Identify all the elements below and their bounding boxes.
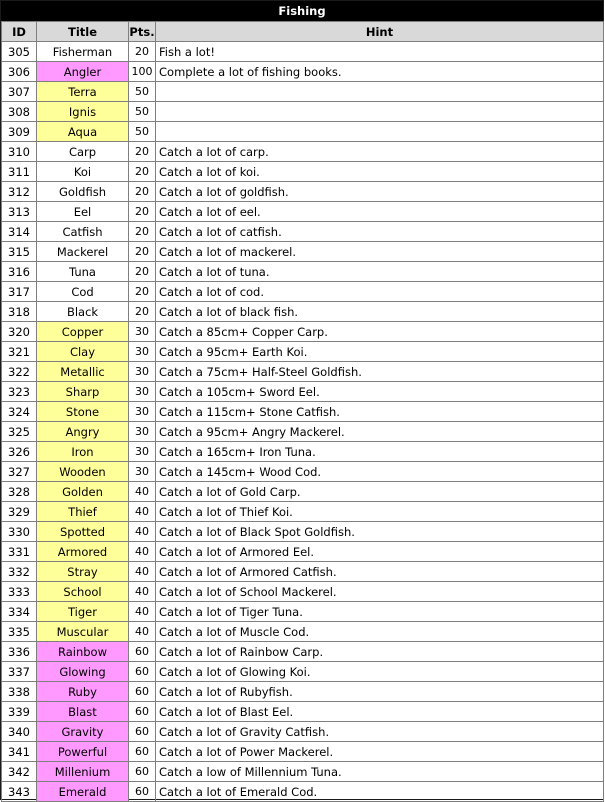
table-row <box>2 662 604 682</box>
table-row <box>2 562 604 582</box>
cell-pts: 50 <box>129 102 156 122</box>
cell-hint: Catch a lot of Power Mackerel. <box>156 742 604 762</box>
cell-id: 318 <box>2 302 37 322</box>
cell-title: Blast <box>37 702 129 722</box>
cell-title: Eel <box>37 202 129 222</box>
cell-title: Terra <box>37 82 129 102</box>
cell-pts: 30 <box>129 462 156 482</box>
cell-hint: Catch a lot of tuna. <box>156 262 604 282</box>
cell-pts: 60 <box>129 642 156 662</box>
cell-hint: Catch a low of Millennium Tuna. <box>156 762 604 782</box>
table-row <box>2 82 604 102</box>
cell-id: 337 <box>2 662 37 682</box>
cell-hint: Catch a lot of Armored Catfish. <box>156 562 604 582</box>
cell-title: School <box>37 582 129 602</box>
cell-hint: Catch a lot of Rubyfish. <box>156 682 604 702</box>
cell-hint: Catch a lot of koi. <box>156 162 604 182</box>
cell-id: 328 <box>2 482 37 502</box>
table-row <box>2 462 604 482</box>
cell-pts: 30 <box>129 402 156 422</box>
table-row <box>2 542 604 562</box>
table-row <box>2 202 604 222</box>
cell-id: 305 <box>2 42 37 62</box>
cell-id: 341 <box>2 742 37 762</box>
cell-id: 317 <box>2 282 37 302</box>
cell-hint: Catch a lot of eel. <box>156 202 604 222</box>
table-row <box>2 522 604 542</box>
cell-id: 315 <box>2 242 37 262</box>
cell-hint: Catch a lot of Armored Eel. <box>156 542 604 562</box>
table-row <box>2 222 604 242</box>
table-row <box>2 602 604 622</box>
header-row <box>2 22 604 42</box>
table-row <box>2 62 604 82</box>
cell-pts: 20 <box>129 142 156 162</box>
cell-pts: 40 <box>129 622 156 642</box>
cell-hint: Catch a lot of catfish. <box>156 222 604 242</box>
table-row <box>2 702 604 722</box>
cell-hint: Catch a lot of Black Spot Goldfish. <box>156 522 604 542</box>
cell-id: 316 <box>2 262 37 282</box>
column-header-hint: Hint <box>156 22 604 42</box>
table-row <box>2 182 604 202</box>
table-row <box>2 42 604 62</box>
cell-title: Rainbow <box>37 642 129 662</box>
column-header-pts: Pts. <box>129 22 156 42</box>
cell-id: 312 <box>2 182 37 202</box>
cell-hint: Catch a lot of Tiger Tuna. <box>156 602 604 622</box>
cell-hint: Catch a lot of Glowing Koi. <box>156 662 604 682</box>
cell-pts: 60 <box>129 762 156 782</box>
cell-hint: Catch a lot of Blast Eel. <box>156 702 604 722</box>
cell-id: 314 <box>2 222 37 242</box>
cell-hint: Catch a 115cm+ Stone Catfish. <box>156 402 604 422</box>
cell-pts: 30 <box>129 442 156 462</box>
table-row <box>2 102 604 122</box>
cell-title: Spotted <box>37 522 129 542</box>
cell-id: 309 <box>2 122 37 142</box>
table-row <box>2 162 604 182</box>
cell-id: 332 <box>2 562 37 582</box>
table-row <box>2 122 604 142</box>
table-row <box>2 282 604 302</box>
cell-id: 339 <box>2 702 37 722</box>
cell-pts: 60 <box>129 742 156 762</box>
table-row <box>2 402 604 422</box>
cell-pts: 60 <box>129 702 156 722</box>
cell-title: Glowing <box>37 662 129 682</box>
cell-id: 320 <box>2 322 37 342</box>
cell-hint: Catch a 85cm+ Copper Carp. <box>156 322 604 342</box>
table-row <box>2 482 604 502</box>
cell-hint: Catch a lot of black fish. <box>156 302 604 322</box>
cell-pts: 20 <box>129 182 156 202</box>
cell-pts: 40 <box>129 582 156 602</box>
cell-hint: Catch a lot of mackerel. <box>156 242 604 262</box>
cell-hint: Catch a 75cm+ Half-Steel Goldfish. <box>156 362 604 382</box>
cell-id: 331 <box>2 542 37 562</box>
cell-title: Golden <box>37 482 129 502</box>
cell-title: Millenium <box>37 762 129 782</box>
cell-id: 342 <box>2 762 37 782</box>
table-row <box>2 682 604 702</box>
cell-pts: 20 <box>129 302 156 322</box>
cell-pts: 40 <box>129 562 156 582</box>
cell-title: Metallic <box>37 362 129 382</box>
cell-id: 325 <box>2 422 37 442</box>
table-row <box>2 582 604 602</box>
cell-id: 326 <box>2 442 37 462</box>
cell-pts: 50 <box>129 82 156 102</box>
table-row <box>2 142 604 162</box>
cell-id: 322 <box>2 362 37 382</box>
cell-title: Wooden <box>37 462 129 482</box>
cell-hint <box>156 82 604 102</box>
cell-pts: 40 <box>129 482 156 502</box>
cell-title: Aqua <box>37 122 129 142</box>
table-row <box>2 342 604 362</box>
cell-title: Armored <box>37 542 129 562</box>
table-row <box>2 422 604 442</box>
table-row <box>2 362 604 382</box>
cell-hint: Catch a lot of goldfish. <box>156 182 604 202</box>
cell-hint: Complete a lot of fishing books. <box>156 62 604 82</box>
cell-id: 310 <box>2 142 37 162</box>
cell-hint: Catch a 145cm+ Wood Cod. <box>156 462 604 482</box>
cell-title: Clay <box>37 342 129 362</box>
cell-id: 307 <box>2 82 37 102</box>
cell-title: Mackerel <box>37 242 129 262</box>
cell-id: 330 <box>2 522 37 542</box>
cell-id: 321 <box>2 342 37 362</box>
cell-title: Emerald <box>37 782 129 802</box>
table-row <box>2 262 604 282</box>
cell-pts: 20 <box>129 242 156 262</box>
fishing-table <box>1 21 604 802</box>
cell-pts: 40 <box>129 542 156 562</box>
cell-title: Stray <box>37 562 129 582</box>
cell-hint <box>156 122 604 142</box>
cell-pts: 30 <box>129 422 156 442</box>
column-header-title: Title <box>37 22 129 42</box>
table-row <box>2 242 604 262</box>
cell-title: Angry <box>37 422 129 442</box>
cell-hint: Catch a lot of cod. <box>156 282 604 302</box>
cell-hint: Catch a lot of carp. <box>156 142 604 162</box>
cell-title: Goldfish <box>37 182 129 202</box>
table-row <box>2 642 604 662</box>
column-header-id: ID <box>2 22 37 42</box>
cell-title: Fisherman <box>37 42 129 62</box>
cell-hint: Catch a lot of Gravity Catfish. <box>156 722 604 742</box>
table-row <box>2 382 604 402</box>
cell-pts: 20 <box>129 42 156 62</box>
table-row <box>2 722 604 742</box>
cell-title: Iron <box>37 442 129 462</box>
cell-pts: 30 <box>129 342 156 362</box>
cell-title: Muscular <box>37 622 129 642</box>
cell-pts: 20 <box>129 202 156 222</box>
cell-hint: Catch a lot of Rainbow Carp. <box>156 642 604 662</box>
cell-hint: Catch a 95cm+ Angry Mackerel. <box>156 422 604 442</box>
cell-title: Carp <box>37 142 129 162</box>
table-row <box>2 622 604 642</box>
cell-title: Ruby <box>37 682 129 702</box>
cell-title: Cod <box>37 282 129 302</box>
cell-id: 323 <box>2 382 37 402</box>
cell-pts: 20 <box>129 262 156 282</box>
cell-pts: 30 <box>129 322 156 342</box>
cell-pts: 20 <box>129 282 156 302</box>
cell-title: Tuna <box>37 262 129 282</box>
cell-id: 340 <box>2 722 37 742</box>
cell-pts: 40 <box>129 602 156 622</box>
cell-id: 329 <box>2 502 37 522</box>
cell-id: 308 <box>2 102 37 122</box>
sheet-title: Fishing <box>1 1 603 21</box>
cell-pts: 20 <box>129 162 156 182</box>
cell-id: 334 <box>2 602 37 622</box>
cell-hint: Catch a 95cm+ Earth Koi. <box>156 342 604 362</box>
cell-hint: Catch a 105cm+ Sword Eel. <box>156 382 604 402</box>
cell-id: 336 <box>2 642 37 662</box>
cell-hint: Catch a lot of School Mackerel. <box>156 582 604 602</box>
cell-title: Angler <box>37 62 129 82</box>
cell-pts: 60 <box>129 782 156 802</box>
cell-title: Koi <box>37 162 129 182</box>
table-row <box>2 442 604 462</box>
cell-pts: 40 <box>129 502 156 522</box>
cell-hint: Fish a lot! <box>156 42 604 62</box>
table-row <box>2 782 604 802</box>
table-row <box>2 502 604 522</box>
cell-pts: 20 <box>129 222 156 242</box>
cell-title: Ignis <box>37 102 129 122</box>
table-row <box>2 742 604 762</box>
cell-hint <box>156 102 604 122</box>
table-row <box>2 322 604 342</box>
cell-pts: 50 <box>129 122 156 142</box>
cell-id: 335 <box>2 622 37 642</box>
table-body <box>2 42 604 802</box>
cell-pts: 60 <box>129 682 156 702</box>
cell-id: 333 <box>2 582 37 602</box>
cell-hint: Catch a lot of Thief Koi. <box>156 502 604 522</box>
cell-pts: 30 <box>129 362 156 382</box>
cell-title: Sharp <box>37 382 129 402</box>
cell-id: 306 <box>2 62 37 82</box>
cell-pts: 40 <box>129 522 156 542</box>
cell-title: Powerful <box>37 742 129 762</box>
cell-hint: Catch a lot of Emerald Cod. <box>156 782 604 802</box>
cell-title: Tiger <box>37 602 129 622</box>
cell-pts: 60 <box>129 662 156 682</box>
cell-hint: Catch a lot of Muscle Cod. <box>156 622 604 642</box>
cell-id: 327 <box>2 462 37 482</box>
cell-title: Catfish <box>37 222 129 242</box>
cell-id: 338 <box>2 682 37 702</box>
cell-pts: 30 <box>129 382 156 402</box>
cell-title: Stone <box>37 402 129 422</box>
table-row <box>2 302 604 322</box>
cell-id: 311 <box>2 162 37 182</box>
cell-id: 343 <box>2 782 37 802</box>
cell-title: Black <box>37 302 129 322</box>
cell-id: 313 <box>2 202 37 222</box>
cell-id: 324 <box>2 402 37 422</box>
cell-hint: Catch a lot of Gold Carp. <box>156 482 604 502</box>
cell-pts: 60 <box>129 722 156 742</box>
table-row <box>2 762 604 782</box>
cell-title: Gravity <box>37 722 129 742</box>
cell-title: Thief <box>37 502 129 522</box>
cell-hint: Catch a 165cm+ Iron Tuna. <box>156 442 604 462</box>
cell-pts: 100 <box>129 62 156 82</box>
cell-title: Copper <box>37 322 129 342</box>
